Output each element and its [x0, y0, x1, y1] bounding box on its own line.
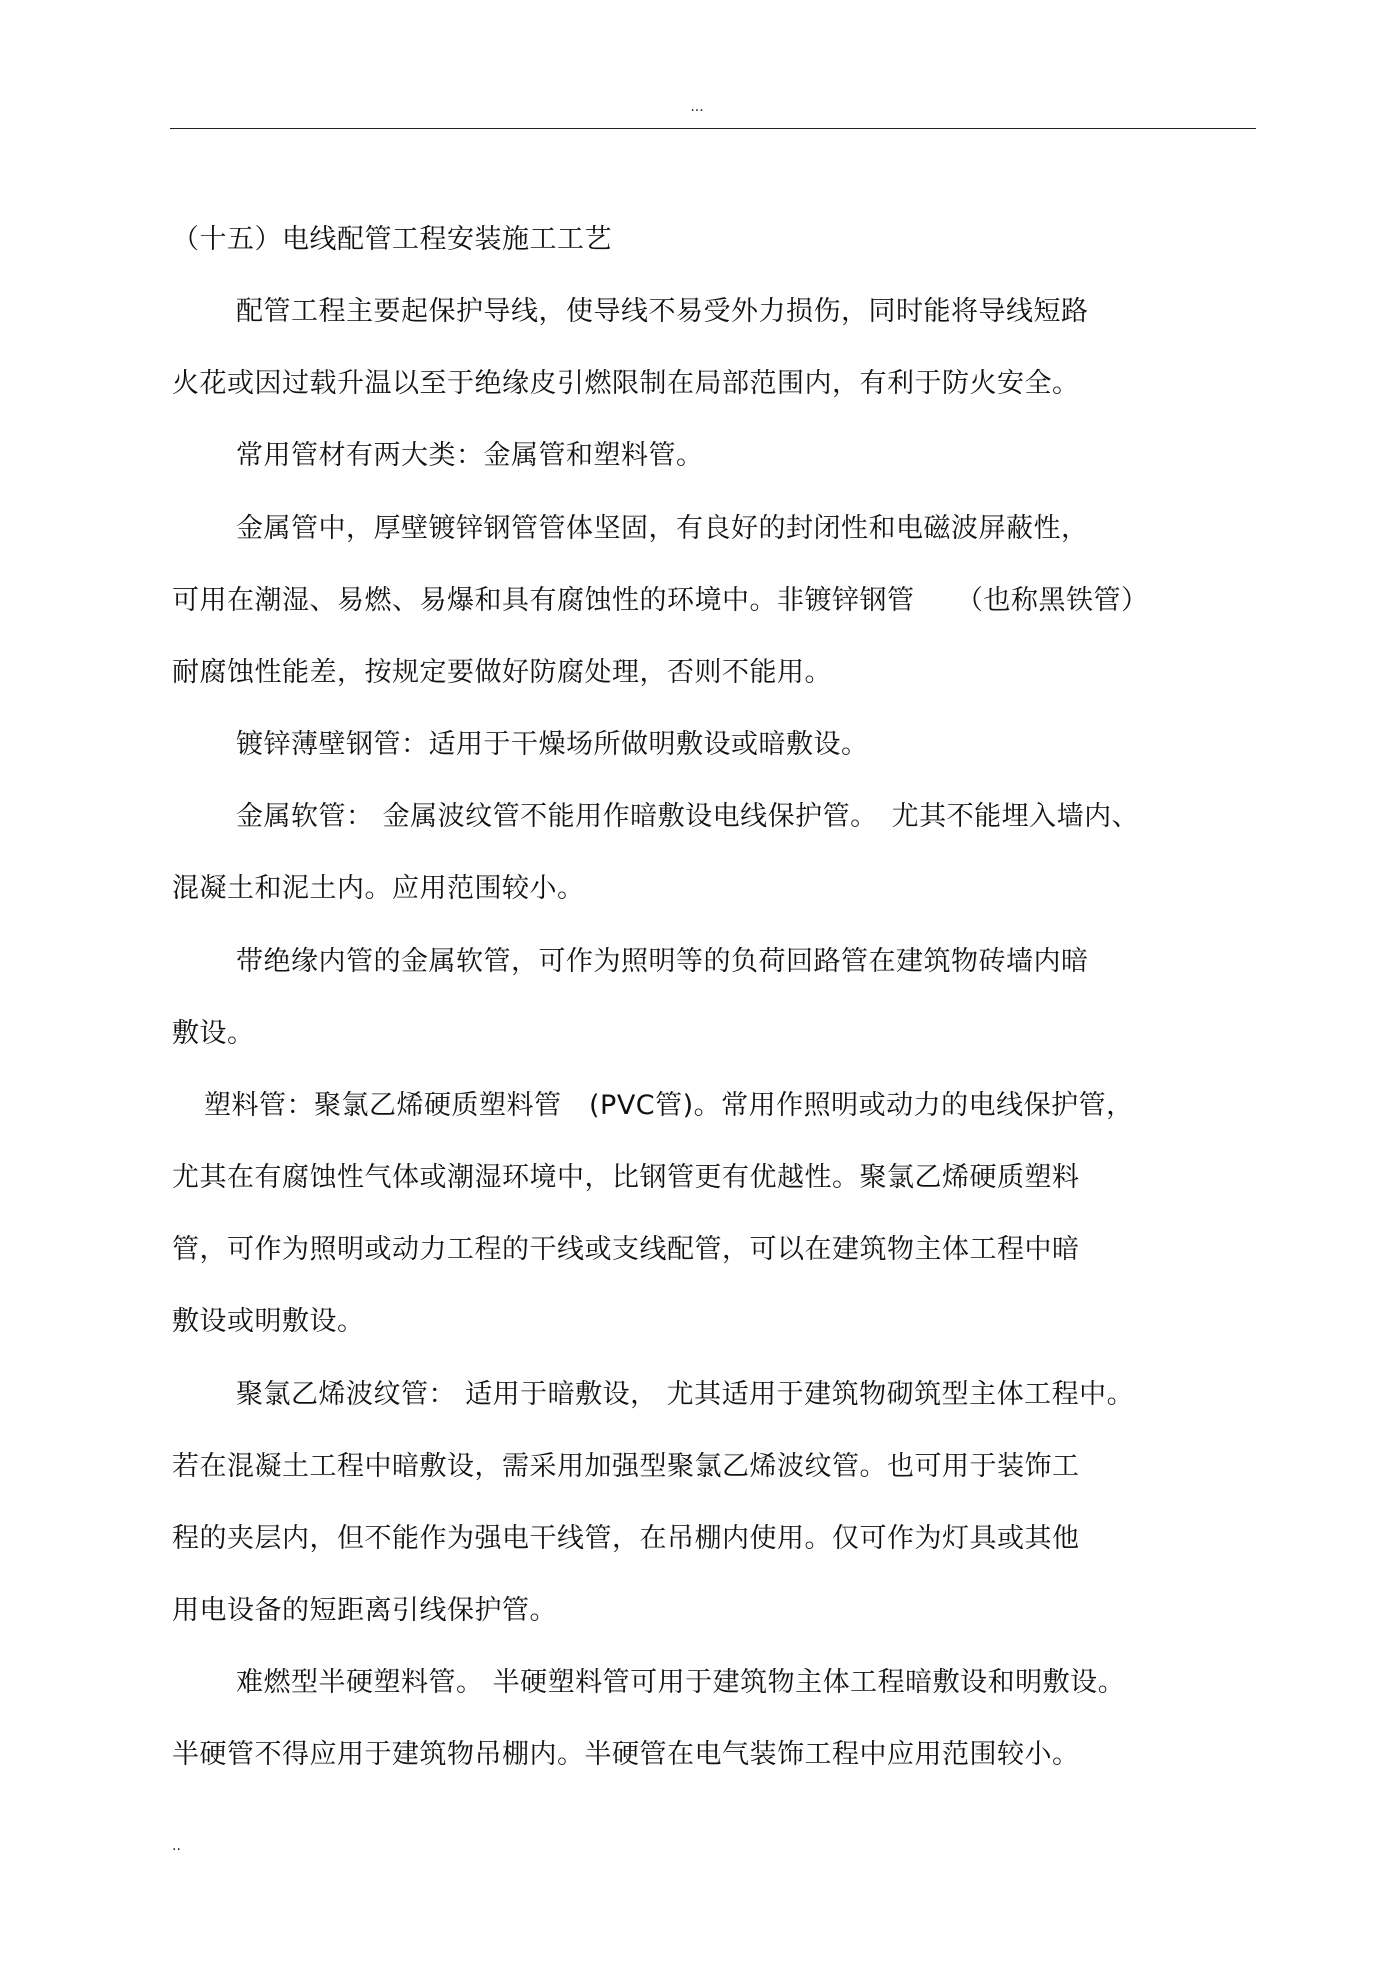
header-dots: ... [690, 99, 704, 115]
paragraph-line: 管，可作为照明或动力工程的干线或支线配管，可以在建筑物主体工程中暗 [172, 1234, 1080, 1265]
paragraph-line: 带绝缘内管的金属软管，可作为照明等的负荷回路管在建筑物砖墙内暗 [236, 946, 1089, 977]
section-title: （十五）电线配管工程安装施工工艺 [172, 224, 612, 255]
paragraph-line: 敷设或明敷设。 [172, 1306, 365, 1337]
paragraph-line: 塑料管：聚氯乙烯硬质塑料管 (PVC管)。常用作照明或动力的电线保护管， [204, 1090, 1134, 1121]
paragraph-line: 半硬管不得应用于建筑物吊棚内。半硬管在电气装饰工程中应用范围较小。 [172, 1739, 1080, 1770]
paragraph-line: 尤其在有腐蚀性气体或潮湿环境中，比钢管更有优越性。聚氯乙烯硬质塑料 [172, 1162, 1080, 1193]
paragraph-line: 配管工程主要起保护导线，使导线不易受外力损伤，同时能将导线短路 [236, 296, 1089, 327]
header-rule [170, 128, 1256, 129]
paragraph-line: 耐腐蚀性能差，按规定要做好防腐处理，否则不能用。 [172, 657, 832, 688]
paragraph-line: 聚氯乙烯波纹管： 适用于暗敷设， 尤其适用于建筑物砌筑型主体工程中。 [236, 1379, 1135, 1410]
paragraph-line: 镀锌薄壁钢管：适用于干燥场所做明敷设或暗敷设。 [236, 729, 869, 760]
footer-dots: .. [172, 1838, 181, 1854]
paragraph-line: 混凝土和泥土内。应用范围较小。 [172, 873, 585, 904]
paragraph-line: 常用管材有两大类：金属管和塑料管。 [236, 440, 704, 471]
paragraph-line: 金属软管： 金属波纹管不能用作暗敷设电线保护管。 尤其不能埋入墙内、 [236, 801, 1140, 832]
paragraph-line: 火花或因过载升温以至于绝缘皮引燃限制在局部范围内，有利于防火安全。 [172, 368, 1080, 399]
paragraph-line: 难燃型半硬塑料管。 半硬塑料管可用于建筑物主体工程暗敷设和明敷设。 [236, 1667, 1126, 1698]
paragraph-line: 用电设备的短距离引线保护管。 [172, 1595, 557, 1626]
paragraph-line: 可用在潮湿、易燃、易爆和具有腐蚀性的环境中。非镀锌钢管 （也称黑铁管） [172, 585, 1149, 616]
paragraph-line: 程的夹层内，但不能作为强电干线管，在吊棚内使用。仅可作为灯具或其他 [172, 1523, 1080, 1554]
paragraph-line: 敷设。 [172, 1018, 255, 1049]
paragraph-line: 若在混凝土工程中暗敷设，需采用加强型聚氯乙烯波纹管。也可用于装饰工 [172, 1451, 1080, 1482]
paragraph-line: 金属管中，厚壁镀锌钢管管体坚固，有良好的封闭性和电磁波屏蔽性， [236, 513, 1089, 544]
